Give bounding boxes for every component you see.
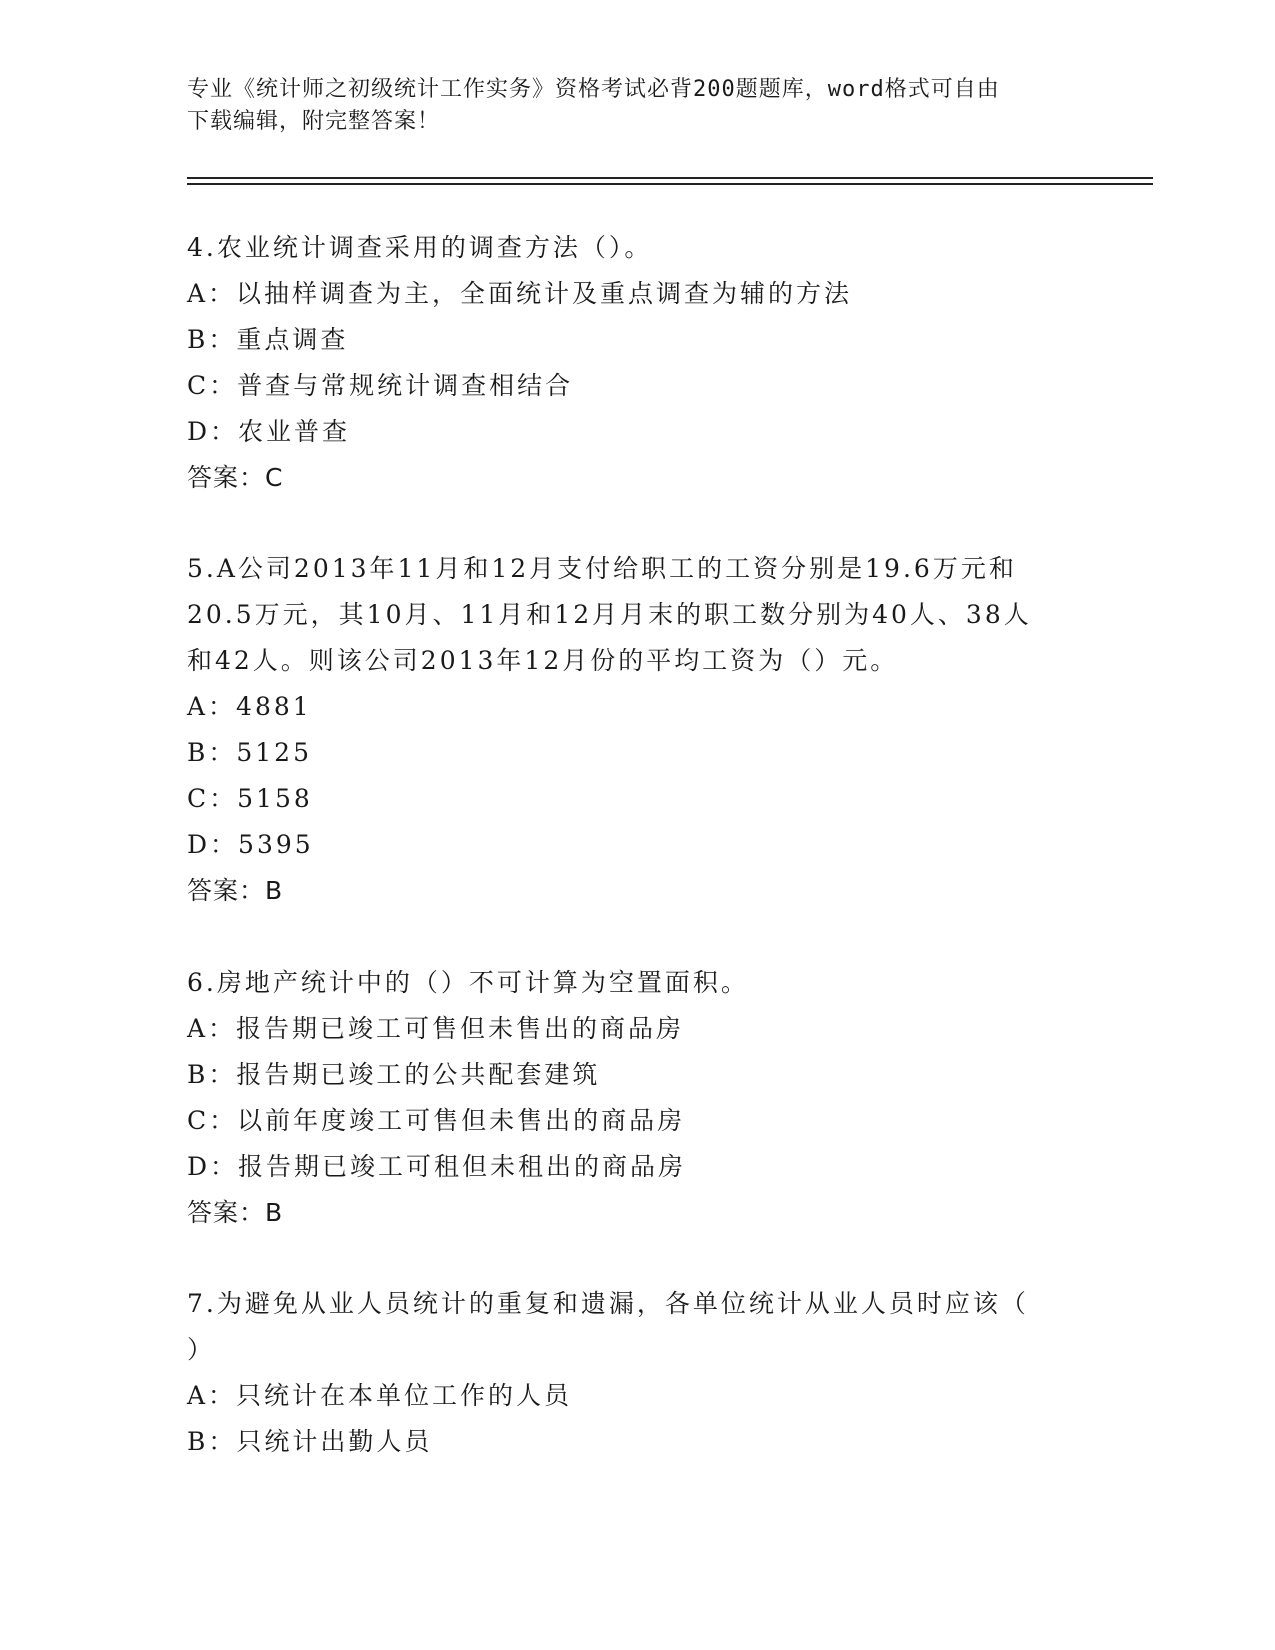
answer: 答案：B [187,876,284,905]
option-d: D：报告期已竣工可租但未租出的商品房 [187,1152,687,1181]
option-b: B：只统计出勤人员 [187,1427,433,1456]
option-b: B：重点调查 [187,325,349,354]
option-c: C：5158 [187,784,313,813]
option-d: D：农业普查 [187,417,351,446]
answer: 答案：B [187,1198,284,1227]
question-stem-line-1: 5.A公司2013年11月和12月支付给职工的工资分别是19.6万元和 [187,554,1017,583]
question-5 [187,546,1067,914]
header-divider-top [187,177,1153,179]
question-stem-line-3: 和42人。则该公司2013年12月份的平均工资为（）元。 [187,646,899,675]
option-a: A：4881 [187,692,312,721]
question-stem: 6.房地产统计中的（）不可计算为空置面积。 [187,968,749,997]
option-a: A：以抽样调查为主，全面统计及重点调查为辅的方法 [187,279,853,308]
question-stem-line-1: 7.为避免从业人员统计的重复和遗漏，各单位统计从业人员时应该（ [187,1289,1029,1318]
option-c: C：以前年度竣工可售但未售出的商品房 [187,1106,686,1135]
question-stem-line-2: 20.5万元，其10月、11月和12月月末的职工数分别为40人、38人 [187,600,1032,629]
question-4 [187,225,1067,501]
answer: 答案：C [187,463,284,492]
document-title [187,74,1067,138]
header-divider-bottom [187,183,1153,185]
question-stem: 4.农业统计调查采用的调查方法（）。 [187,233,653,262]
question-stem-line-2: ） [187,1335,216,1364]
title-line-1: 专业《统计师之初级统计工作实务》资格考试必背200题题库，word格式可自由 [187,77,1000,102]
option-a: A：只统计在本单位工作的人员 [187,1381,573,1410]
option-b: B：报告期已竣工的公共配套建筑 [187,1060,601,1089]
option-d: D：5395 [187,830,314,859]
question-7 [187,1281,1067,1465]
question-6 [187,960,1067,1236]
option-c: C：普查与常规统计调查相结合 [187,371,574,400]
option-b: B：5125 [187,738,312,767]
title-line-2: 下载编辑，附完整答案！ [187,109,441,134]
option-a: A：报告期已竣工可售但未售出的商品房 [187,1014,685,1043]
